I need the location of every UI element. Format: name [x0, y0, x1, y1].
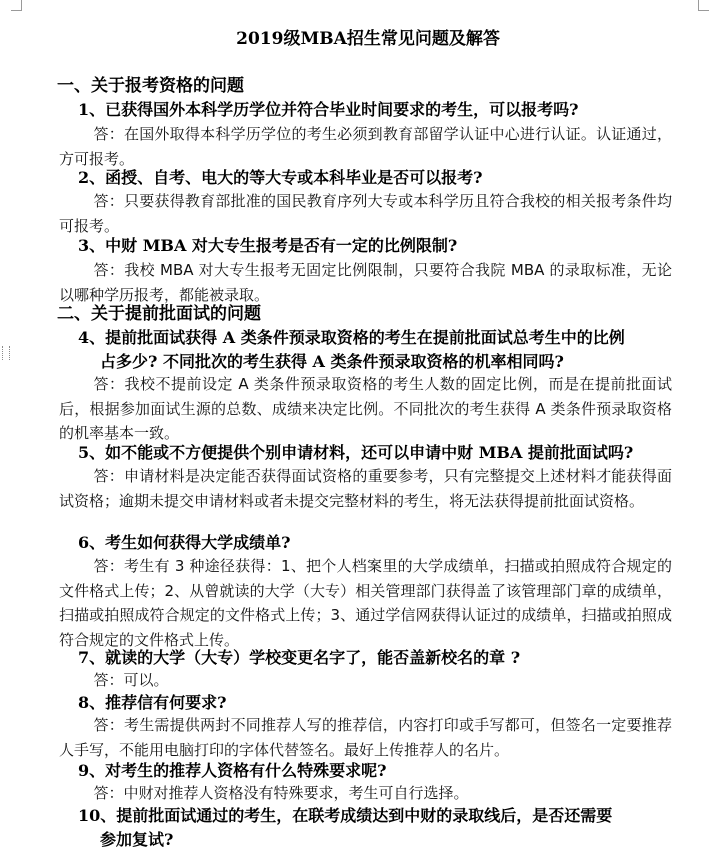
- margin-marker: [2, 346, 10, 360]
- question-9: 9、对考生的推荐人资格有什么特殊要求呢?: [78, 761, 387, 780]
- question-2: 2、函授、自考、电大的等大专或本科毕业是否可以报考?: [78, 168, 483, 187]
- answer-4: 答：我校不提前设定 A 类条件预录取资格的考生人数的固定比例，而是在提前批面试后，根据参加面试生源的总数、成绩来决定比例。不同批次的考生获得 A 类条件预录取资格的机率基本一致。: [59, 375, 672, 442]
- answer-8: 答：考生需提供两封不同推荐人写的推荐信，内容打印或手写都可，但签名一定要推荐人手写，不能用电脑打印的字体代替签名。最好上传推荐人的名片。: [59, 716, 672, 759]
- question-8: 8、推荐信有何要求?: [78, 693, 227, 712]
- answer-5: 答：申请材料是决定能否获得面试资格的重要参考，只有完整提交上述材料才能获得面试资格；逾期未提交申请材料或者未提交完整材料的考生，将无法获得提前批面试资格。: [59, 467, 672, 510]
- crop-mark-top-right: [698, 0, 709, 11]
- crop-mark-top-left: [11, 0, 22, 11]
- answer-6: 答：考生有 3 种途径获得：1、把个人档案里的大学成绩单，扫描或拍照成符合规定的文件格式上传；2、从曾就读的大学（大专）相关管理部门获得盖了该管理部门章的成绩单，扫描或拍照成符合规定的文件格式上传；3、通过学信网获得认证过的成绩单，扫描或拍照成符合规定的文件格式上传。: [59, 557, 672, 649]
- question-10: [78, 804, 678, 852]
- section-heading-early-interview: 二、关于提前批面试的问题: [57, 304, 261, 324]
- question-5: 5、如不能或不方便提供个别申请材料，还可以申请中财 MBA 提前批面试吗?: [78, 443, 634, 462]
- question-1: 1、已获得国外本科学历学位并符合毕业时间要求的考生，可以报考吗?: [78, 100, 579, 119]
- question-4: [78, 326, 678, 374]
- answer-9: 答：中财对推荐人资格没有特殊要求，考生可自行选择。: [93, 784, 469, 802]
- section-heading-eligibility: 一、关于报考资格的问题: [57, 76, 244, 96]
- question-4-line-2: 占多少? 不同批次的考生获得 A 类条件预录取资格的机率相同吗?: [100, 352, 564, 371]
- answer-2: 答：只要获得教育部批准的国民教育序列大专或本科学历且符合我校的相关报考条件均可报考。: [59, 192, 672, 235]
- answer-1: 答：在国外取得本科学历学位的考生必须到教育部留学认证中心进行认证。认证通过，方可报考。: [59, 125, 672, 168]
- answer-3: 答：我校 MBA 对大专生报考无固定比例限制，只要符合我院 MBA 的录取标准，无论以哪种学历报考，都能被录取。: [59, 261, 672, 304]
- question-10-line-1: 10、提前批面试通过的考生，在联考成绩达到中财的录取线后，是否还需要: [78, 806, 613, 825]
- question-7: 7、就读的大学（大专）学校变更名字了，能否盖新校名的章 ?: [78, 648, 521, 667]
- question-3: 3、中财 MBA 对大专生报考是否有一定的比例限制?: [78, 236, 458, 255]
- question-6: 6、考生如何获得大学成绩单?: [78, 533, 291, 552]
- answer-7: 答：可以。: [93, 671, 169, 689]
- question-4-line-1: 4、提前批面试获得 A 类条件预录取资格的考生在提前批面试总考生中的比例: [78, 328, 625, 347]
- page-title: 2019级MBA招生常见问题及解答: [236, 29, 500, 49]
- question-10-line-2: 参加复试?: [100, 830, 174, 849]
